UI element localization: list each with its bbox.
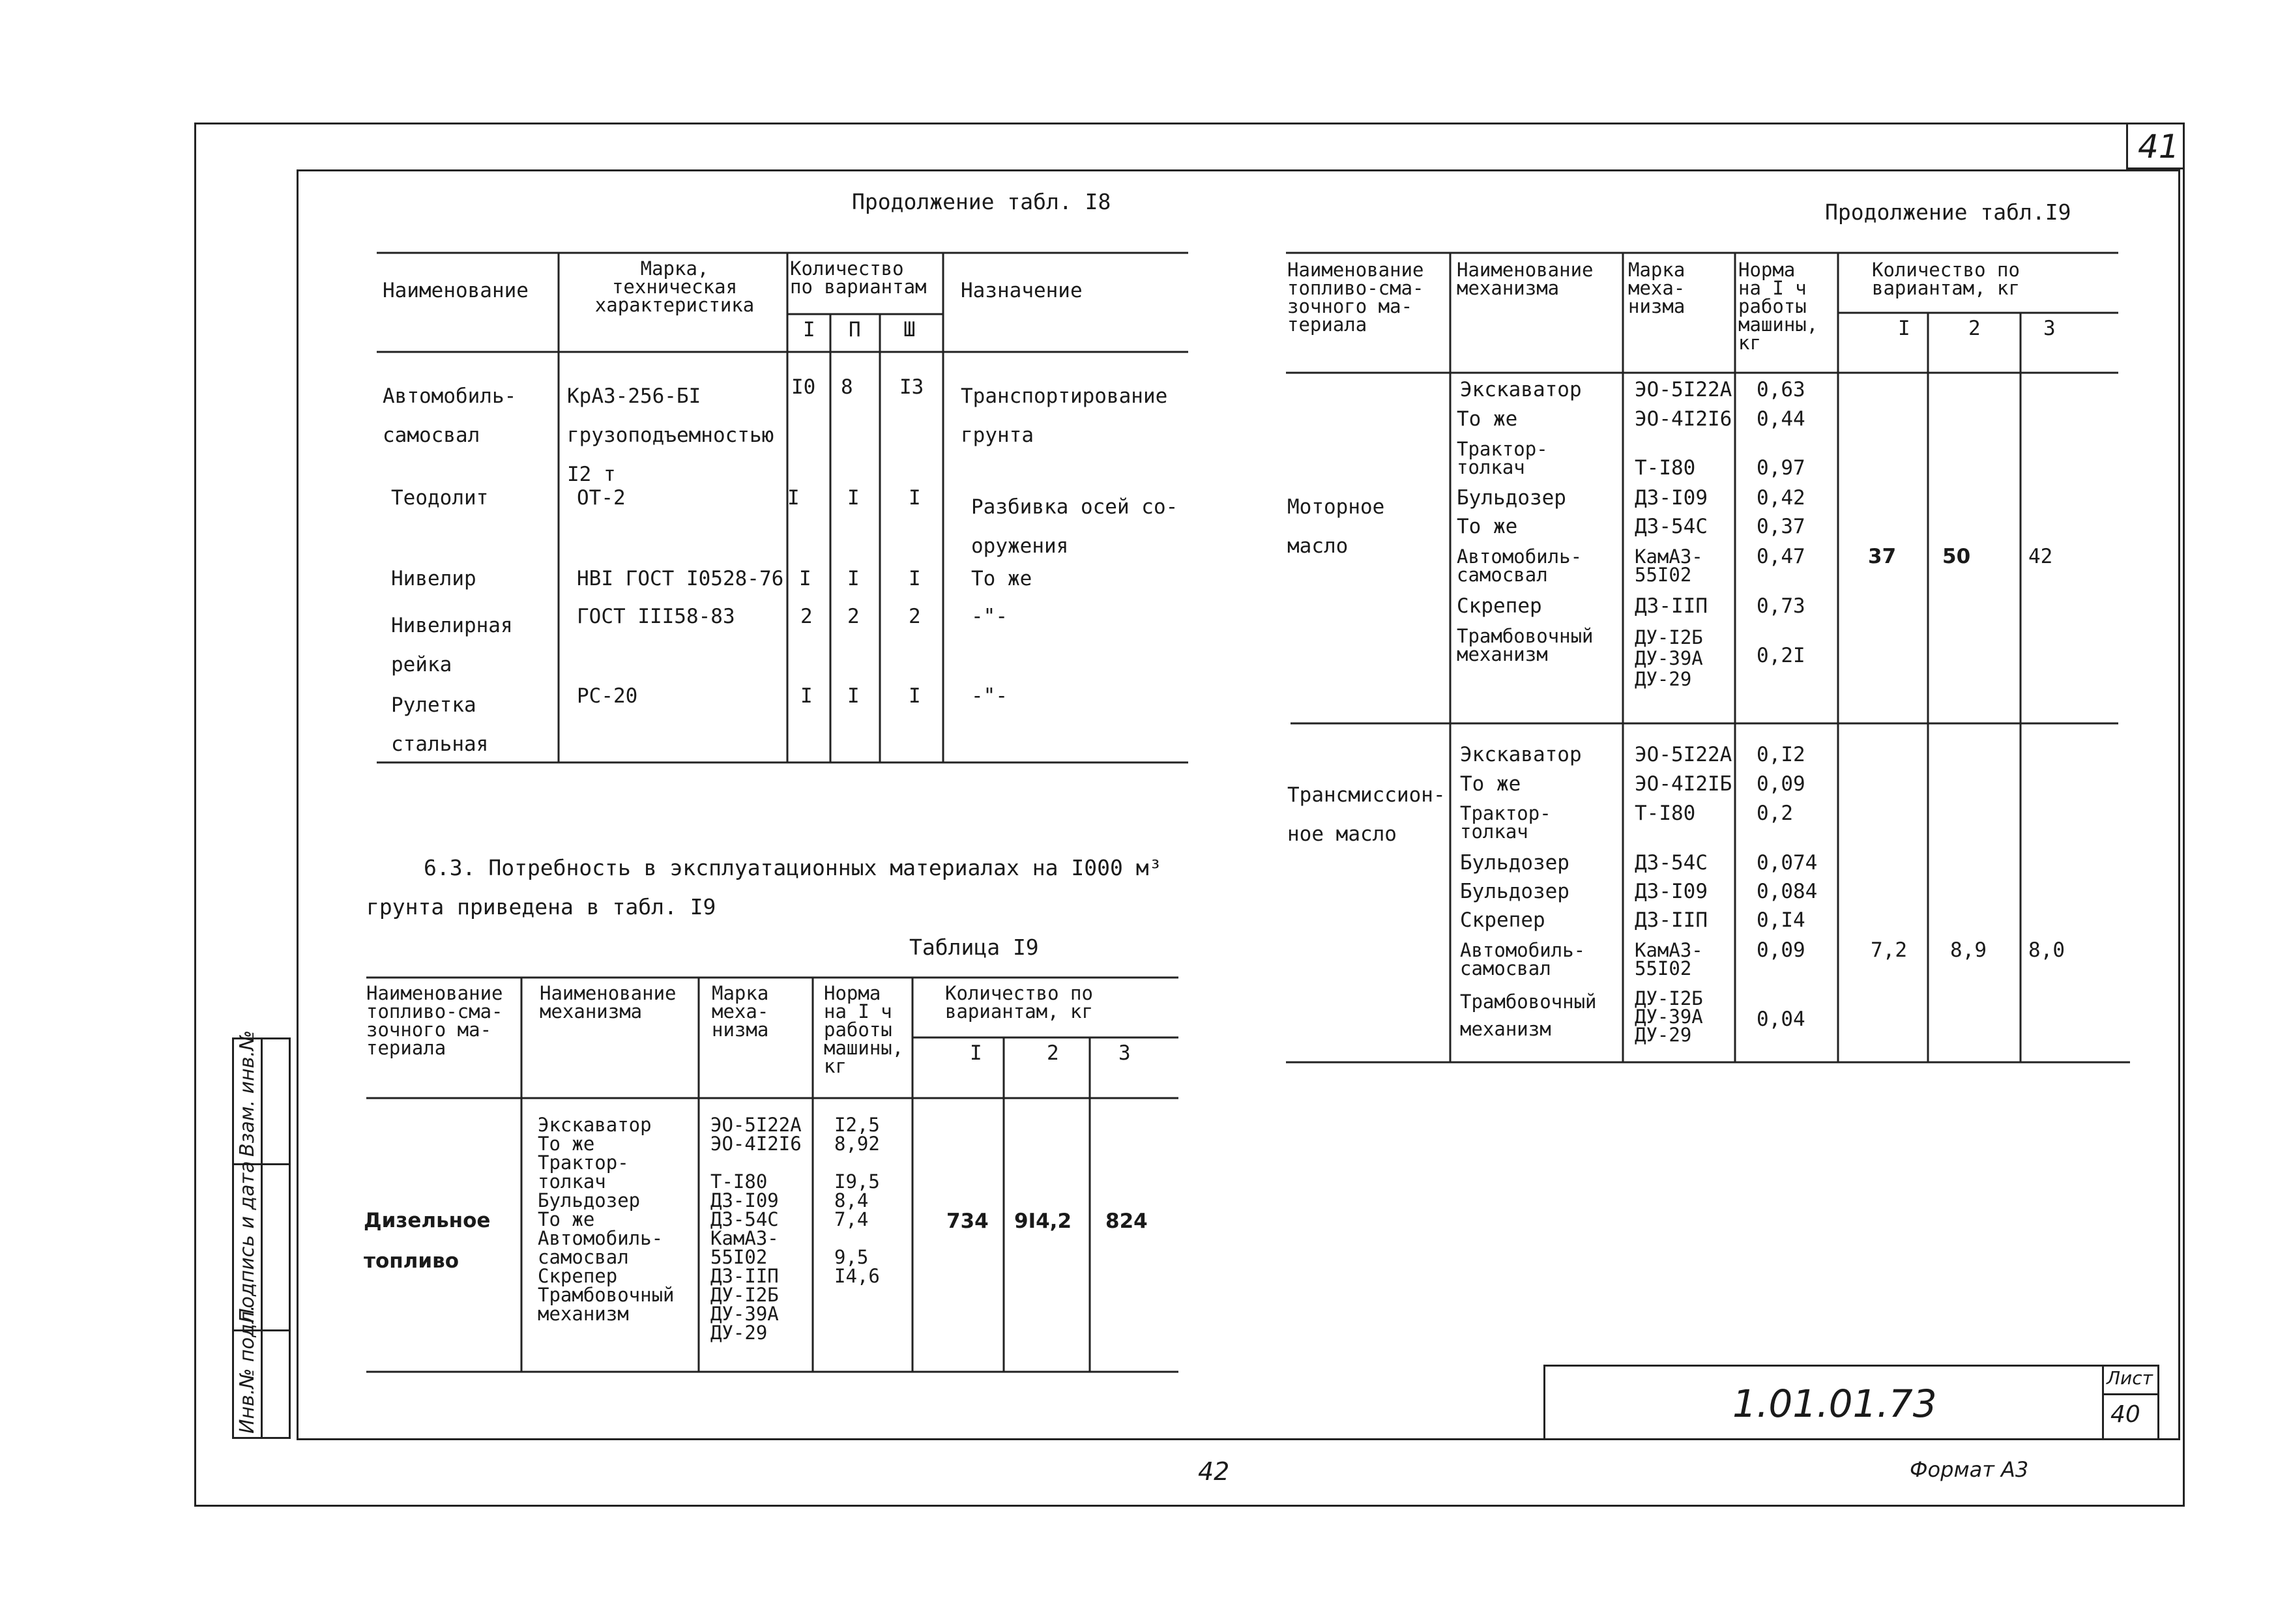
t18-row1-v3: I3 (899, 375, 924, 399)
t18-row2-purpose: Разбивка осей со- оружения (971, 495, 1178, 558)
t19-motor-v2: 50 (1942, 545, 1971, 568)
t19-header-qty: Количество по вариантам, кг (945, 982, 1093, 1022)
t19c-header-material: Наименование топливо-сма- зочного ма- териала (1287, 259, 1424, 336)
trans-item8-mark: ДУ-I2Б ДУ-39А ДУ-29 (1635, 987, 1703, 1046)
trans-item8-mech: Трамбовочный механизм (1460, 991, 1597, 1040)
trans-item1-mark: ЭО-5I22А (1635, 743, 1732, 766)
motor-item2-mark: ЭО-4I2I6 (1635, 407, 1732, 431)
t18-row4-v2: 2 (847, 605, 860, 628)
motor-item4-norm: 0,42 (1757, 486, 1805, 510)
t19-diesel-v3: 824 (1105, 1210, 1148, 1233)
trans-item7-norm: 0,09 (1757, 938, 1805, 962)
t18-row3-v2: I (847, 567, 860, 590)
trans-item5-norm: 0,084 (1757, 880, 1818, 903)
t19-trans-v1: 7,2 (1871, 938, 1907, 962)
trans-item3-mark: Т-I80 (1635, 802, 1696, 825)
t19-trans-material: Трансмиссион- ное масло (1287, 783, 1446, 846)
corner-number: 41 (2138, 128, 2180, 166)
motor-item5-mech: То же (1457, 515, 1518, 538)
table18-caption: Продолжение табл. I8 (852, 189, 1111, 214)
t18-row1-name: Автомобиль- самосвал (383, 384, 517, 447)
t19c-header-mechanism: Наименование механизма (1457, 259, 1594, 299)
t18-row4-v3: 2 (909, 605, 921, 628)
t18-row2-mark: ОТ-2 (577, 486, 626, 510)
stamp-code: 1.01.01.73 (1732, 1382, 1937, 1426)
t19-diesel-v1: 734 (946, 1210, 989, 1233)
t19-trans-v2: 8,9 (1950, 938, 1987, 962)
t19-header-v2: 2 (1047, 1041, 1059, 1065)
side-label-inv-podl: Инв.№ подл. (236, 1305, 259, 1434)
motor-item3-mech: Трактор- толкач (1457, 438, 1548, 478)
trans-item5-mech: Бульдозер (1460, 880, 1569, 903)
t19c-header-v2: 2 (1968, 317, 1981, 340)
t18-row1-v1: I0 (791, 375, 816, 399)
t18-row4-mark: ГОСТ III58-83 (577, 605, 735, 628)
trans-item4-mark: ДЗ-54С (1635, 851, 1708, 875)
trans-item3-norm: 0,2 (1757, 802, 1793, 825)
t19c-header-norm: Норма на I ч работы машины, кг (1738, 259, 1818, 354)
trans-item2-mark: ЭО-4I2IБ (1635, 772, 1732, 796)
motor-item3-mark: Т-I80 (1635, 456, 1696, 480)
t18-row3-v1: I (799, 567, 811, 590)
t18-row3-name: Нивелир (391, 567, 476, 590)
t18-row5-v3: I (909, 684, 921, 708)
t19c-header-mark: Марка меха- низма (1628, 259, 1685, 317)
trans-item6-mark: ДЗ-IIП (1635, 908, 1708, 932)
motor-item2-norm: 0,44 (1757, 407, 1805, 431)
t19-diesel-material: Дизельное топливо (364, 1209, 491, 1273)
trans-item4-mech: Бульдозер (1460, 851, 1569, 875)
t18-row5-purpose: -"- (971, 684, 1008, 708)
table19-caption: Таблица I9 (909, 935, 1039, 960)
t19-header-material: Наименование топливо-сма- зочного ма- териала (366, 982, 503, 1059)
t18-header-name: Наименование (383, 279, 529, 302)
t18-row1-purpose: Транспортирование грунта (961, 384, 1168, 447)
motor-item5-mark: ДЗ-54С (1635, 515, 1708, 538)
motor-item5-norm: 0,37 (1757, 515, 1805, 538)
motor-item3-norm: 0,97 (1757, 456, 1805, 480)
motor-item7-norm: 0,73 (1757, 594, 1805, 618)
t19-diesel-marks: ЭО-5I22А ЭО-4I2I6 Т-I80 ДЗ-I09 ДЗ-54С КамАЗ- 55I02 ДЗ-IIП ДУ-I2Б ДУ-39А ДУ-29 (710, 1114, 802, 1344)
motor-item4-mark: ДЗ-I09 (1635, 486, 1708, 510)
motor-item8-norm: 0,2I (1757, 644, 1805, 667)
t19-trans-v3: 8,0 (2028, 938, 2065, 962)
motor-item1-mech: Экскаватор (1460, 378, 1582, 401)
side-label-signature-date: Подпись и дата (236, 1161, 259, 1323)
motor-item1-mark: ЭО-5I22А (1635, 378, 1732, 401)
motor-item1-norm: 0,63 (1757, 378, 1805, 401)
trans-item4-norm: 0,074 (1757, 851, 1818, 875)
trans-item8-norm: 0,04 (1757, 1008, 1805, 1031)
trans-item7-mark: КамАЗ- 55I02 (1635, 939, 1703, 979)
t18-row2-name: Теодолит (391, 486, 489, 510)
t18-row3-v3: I (909, 567, 921, 590)
t19-motor-v1: 37 (1868, 545, 1897, 568)
motor-item7-mech: Скрепер (1457, 594, 1542, 618)
t18-row3-purpose: То же (971, 567, 1032, 590)
trans-item7-mech: Автомобиль- самосвал (1460, 939, 1586, 979)
t18-header-mark: Марка, техническая характеристика (594, 257, 755, 316)
t18-header-purpose: Назначение (961, 279, 1083, 302)
page-bottom-number: 42 (1198, 1457, 1230, 1486)
trans-item5-mark: ДЗ-I09 (1635, 880, 1708, 903)
trans-item1-norm: 0,I2 (1757, 743, 1805, 766)
motor-item6-mark: КамАЗ- 55I02 (1635, 545, 1703, 586)
t19c-header-qty: Количество по вариантам, кг (1872, 259, 2020, 299)
t19-motor-v3: 42 (2028, 545, 2053, 568)
side-label-vzam-inv: Взам. инв.№ (236, 1030, 259, 1157)
trans-item3-mech: Трактор- толкач (1460, 802, 1551, 843)
t19-motor-material: Моторное масло (1287, 495, 1385, 558)
t18-row1-v2: 8 (841, 375, 853, 399)
t19-header-v3: 3 (1118, 1041, 1131, 1065)
t18-row5-v2: I (847, 684, 860, 708)
t18-header-qty: Количество по вариантам (790, 257, 927, 298)
t18-header-v1: I (803, 318, 815, 341)
t19c-header-v1: I (1898, 317, 1910, 340)
t19-header-norm: Норма на I ч работы машины, кг (824, 982, 904, 1077)
t19-diesel-norms: I2,5 8,92 I9,5 8,4 7,4 9,5 I4,6 (834, 1114, 880, 1287)
motor-item7-mark: ДЗ-IIП (1635, 594, 1708, 618)
t18-header-v2: П (849, 318, 861, 341)
t18-row1-mark: КрАЗ-256-БI грузоподъемностью I2 т (567, 384, 774, 486)
list-number: 40 (2110, 1401, 2140, 1428)
t18-row2-v1: I (787, 486, 800, 510)
trans-item2-norm: 0,09 (1757, 772, 1805, 796)
t18-row5-name: Рулетка стальная (391, 693, 489, 756)
motor-item4-mech: Бульдозер (1457, 486, 1566, 510)
t19-diesel-mechanisms: Экскаватор То же Трактор- толкач Бульдозер То же Автомобиль- самосвал Скрепер Трамбовочный механизм (538, 1114, 675, 1325)
t19-header-v1: I (970, 1041, 982, 1065)
motor-item8-mech: Трамбовочный механизм (1457, 625, 1594, 665)
trans-item2-mech: То же (1460, 772, 1521, 796)
list-label: Лист (2107, 1367, 2153, 1389)
t18-row4-name: Нивелирная рейка (391, 614, 513, 676)
t19-header-mark: Марка меха- низма (712, 982, 769, 1041)
t19-header-mechanism: Наименование механизма (540, 982, 677, 1022)
t19c-header-v3: 3 (2043, 317, 2056, 340)
format-label: Формат А3 (1910, 1457, 2029, 1482)
t18-row4-v1: 2 (800, 605, 813, 628)
t18-row2-v2: I (847, 486, 860, 510)
trans-item1-mech: Экскаватор (1460, 743, 1582, 766)
trans-item6-mech: Скрепер (1460, 908, 1545, 932)
t18-row4-purpose: -"- (971, 605, 1008, 628)
t18-row5-mark: РС-20 (577, 684, 638, 708)
paragraph-line1: 6.3. Потребность в эксплуатационных материалах на I000 м³ (424, 855, 1162, 880)
motor-item2-mech: То же (1457, 407, 1518, 431)
paragraph-line2: грунта приведена в табл. I9 (366, 894, 716, 920)
t18-row5-v1: I (800, 684, 813, 708)
motor-item6-mech: Автомобиль- самосвал (1457, 545, 1583, 586)
trans-item6-norm: 0,I4 (1757, 908, 1805, 932)
t18-row3-mark: НВI ГОСТ I0528-76 (577, 567, 784, 590)
t18-header-v3: Ш (903, 318, 916, 341)
table19-cont-caption: Продолжение табл.I9 (1825, 199, 2071, 225)
t19-diesel-v2: 9I4,2 (1014, 1210, 1072, 1233)
t18-row2-v3: I (909, 486, 921, 510)
motor-item8-mark: ДУ-I2Б ДУ-39А ДУ-29 (1635, 626, 1703, 690)
motor-item6-norm: 0,47 (1757, 545, 1805, 568)
